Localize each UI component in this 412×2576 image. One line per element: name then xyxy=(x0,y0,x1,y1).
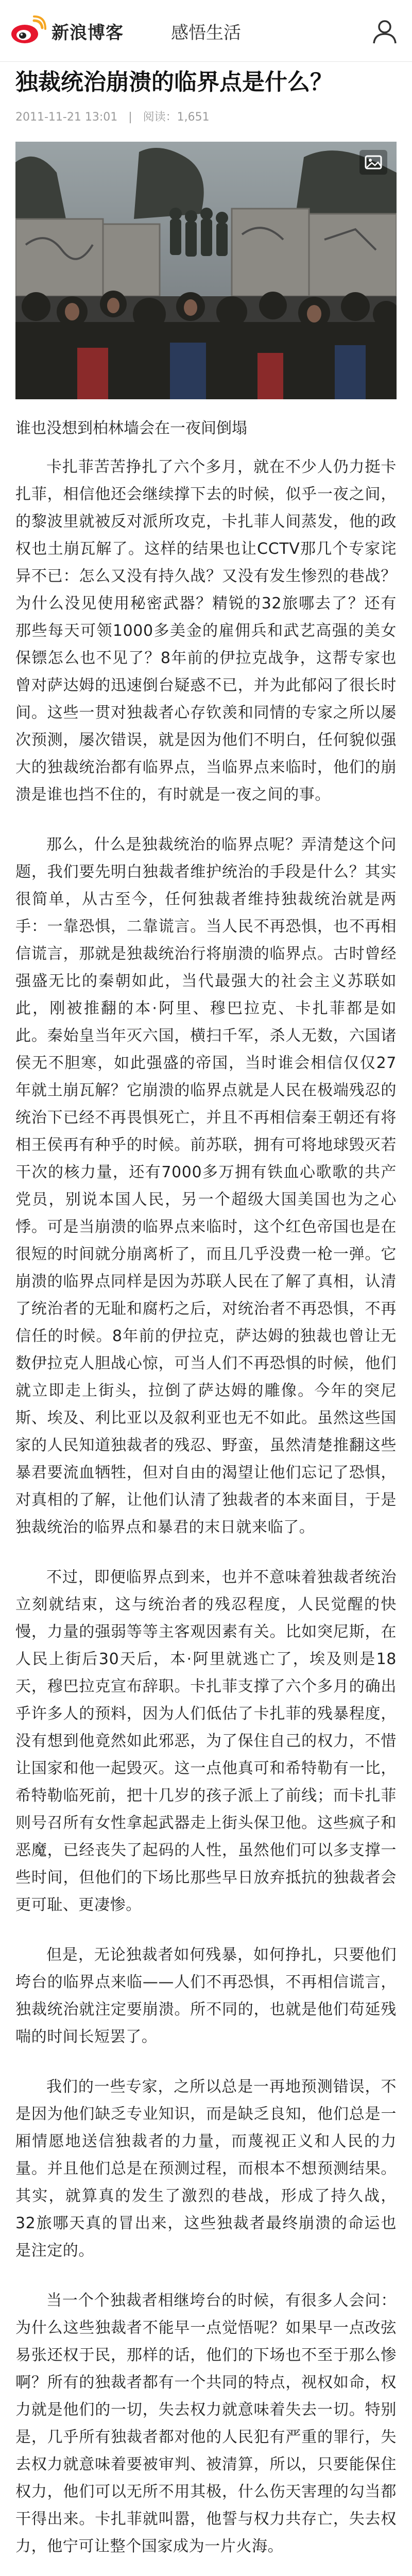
article-paragraph: 但是，无论独裁者如何残暴，如何挣扎，只要他们垮台的临界点来临——人们不再恐惧，不再相信谎言，独裁统治就注定要崩溃。所不同的，也就是他们苟延残喘的时间长短罢了。 xyxy=(15,1946,397,2046)
article-paragraph: 我们的一些专家，之所以总是一再地预测错误，不是因为他们缺乏专业知识，而是缺乏良知，他们总是一厢情愿地送信独裁者的力量，而蔑视正义和人民的力量。并且他们总是在预测过程，而根本不想预测结果。其实，就算真的发生了激烈的巷战，形成了持久战，32旅哪天真的冒出来，这些独裁者最终崩溃的命运也是注定的。 xyxy=(15,2078,397,2260)
channel-title[interactable]: 感悟生活 xyxy=(171,23,241,43)
article-paragraph: 不过，即便临界点到来，也并不意味着独裁者统治立刻就结束，这与统治者的残忍程度，人民觉醒的快慢，力量的强弱等等主客观因素有关。比如突尼斯，在人民上街后30天后，本·阿里就逃亡了，埃及则是18天，穆巴拉克宣布辞职。卡扎菲支撑了六个多月的确出乎许多人的预料，因为人们低估了卡扎菲的残暴程度，没有想到他竟然如此邪恶，为了保住自己的权力，不惜让国家和他一起毁灭。这一点他真可和希特勒有一比，希特勒临死前，把十几岁的孩子派上了前线；而卡扎菲则号召所有女性拿起武器走上街头保卫他。这些疯子和恶魔，已经丧失了起码的人性，虽然他们可以多支撑一些时间，但他们的下场比那些早日放弃抵抗的独裁者会更可耻、更凄惨。 xyxy=(15,1568,397,1914)
read-count: 阅读：1,651 xyxy=(143,111,210,124)
image-caption: 谁也没想到柏林墙会在一夜间倒塌 xyxy=(15,419,247,437)
photo-illustration xyxy=(15,142,397,399)
top-navigation-bar xyxy=(0,0,412,62)
brand-name: 新浪博客 xyxy=(52,22,124,43)
article-body xyxy=(15,453,397,2576)
article-paragraph: 那么，什么是独裁统治的临界点呢？弄清楚这个问题，我们要先明白独裁者维护统治的手段是什么？其实很简单，从古至今，任何独裁者维持独裁统治就是两手：一靠恐惧，二靠谎言。当人民不再恐惧，也不再相信谎言，那就是独裁统治行将崩溃的临界点。古时曾经强盛无比的秦朝如此，当代最强大的社会主义苏联如此，刚被推翻的本·阿里、穆巴拉克、卡扎菲都是如此。秦始皇当年灭六国，横扫千军，杀人无数，六国诸侯无不胆寒，如此强盛的帝国，当时谁会相信仅仅27年就土崩瓦解？它崩溃的临界点就是人民在极端残忍的统治下已经不再畏惧死亡，并且不再相信秦王朝还有将相王侯再有种乎的时候。前苏联，拥有可将地球毁灭若干次的核力量，还有7000多万拥有铁血心歌歌的共产党员，别说本国人民，另一个超级大国美国也为之心悸。可是当崩溃的临界点来临时，这个红色帝国也是在很短的时间就分崩离析了，而且几乎没费一枪一弹。它崩溃的临界点同样是因为苏联人民在了解了真相，认清了统治者的无耻和腐朽之后，对统治者不再恐惧，不再信任的时候。8年前的伊拉克，萨达姆的独裁也曾让无数伊拉克人胆战心惊，可当人们不再恐惧的时候，他们就立即走上街头，拉倒了萨达姆的雕像。今年的突尼斯、埃及、利比亚以及叙利亚也无不如此。虽然这些国家的人民知道独裁者的残忍、野蛮，虽然清楚推翻这些暴君要流血牺牲，但对自由的渴望让他们忘记了恐惧，对真相的了解，让他们认清了独裁者的本来面目，于是独裁统治的临界点和暴君的末日就来临了。 xyxy=(15,836,397,1536)
article-meta xyxy=(15,108,217,124)
article-paragraph: 卡扎菲苦苦挣扎了六个多月，就在不少人仍力挺卡扎菲，相信他还会继续撑下去的时候，似乎一夜之间，的黎波里就被反对派所攻克，卡扎菲人间蒸发，他的政权也土崩瓦解了。这样的结果也让CCTV那几个专家诧异不已：怎么又没有持久战？又没有发生惨烈的巷战？为什么没见使用秘密武器？精锐的32旅哪去了？还有那些每天可领1000多美金的雇佣兵和武艺高强的美女保镖怎么也不见了？8年前的伊拉克战争，这帮专家也曾对萨达姆的迅速倒台疑惑不已，并为此郁闷了很长时间。这些一贯对独裁者心存钦羡和同情的专家之所以屡次预测，屡次错误，就是因为他们不明白，任何貌似强大的独裁统治都有临界点，当临界点来临时，他们的崩溃是谁也挡不住的，有时就是一夜之间的事。 xyxy=(15,458,397,804)
article-paragraph: 当一个个独裁者相继垮台的时候，有很多人会问：为什么这些独裁者不能早一点觉悟呢？如果早一点改弦易张还权于民，那样的话，他们的下场也不至于那么惨啊？所有的独裁者都有一个共同的特点，视权如命，权力就是他们的一切，失去权力就意味着失去一切。特别是，几乎所有独裁者都对他的人民犯有严重的罪行，失去权力就意味着要被审判、被清算，所以，只要能保住权力，他们可以无所不用其极，什么伤天害理的勾当都干得出来。卡扎菲就叫嚣，他誓与权力共存亡，失去权力，他宁可让整个国家成为一片火海。 xyxy=(15,2292,397,2555)
berlin-wall-photo[interactable] xyxy=(15,142,397,399)
meta-separator: | xyxy=(128,111,132,124)
gallery-icon[interactable] xyxy=(359,150,387,175)
publish-date: 2011-11-21 13:01 xyxy=(15,111,118,124)
user-icon[interactable] xyxy=(371,18,399,45)
article-title: 独裁统治崩溃的临界点是什么？ xyxy=(15,69,333,95)
